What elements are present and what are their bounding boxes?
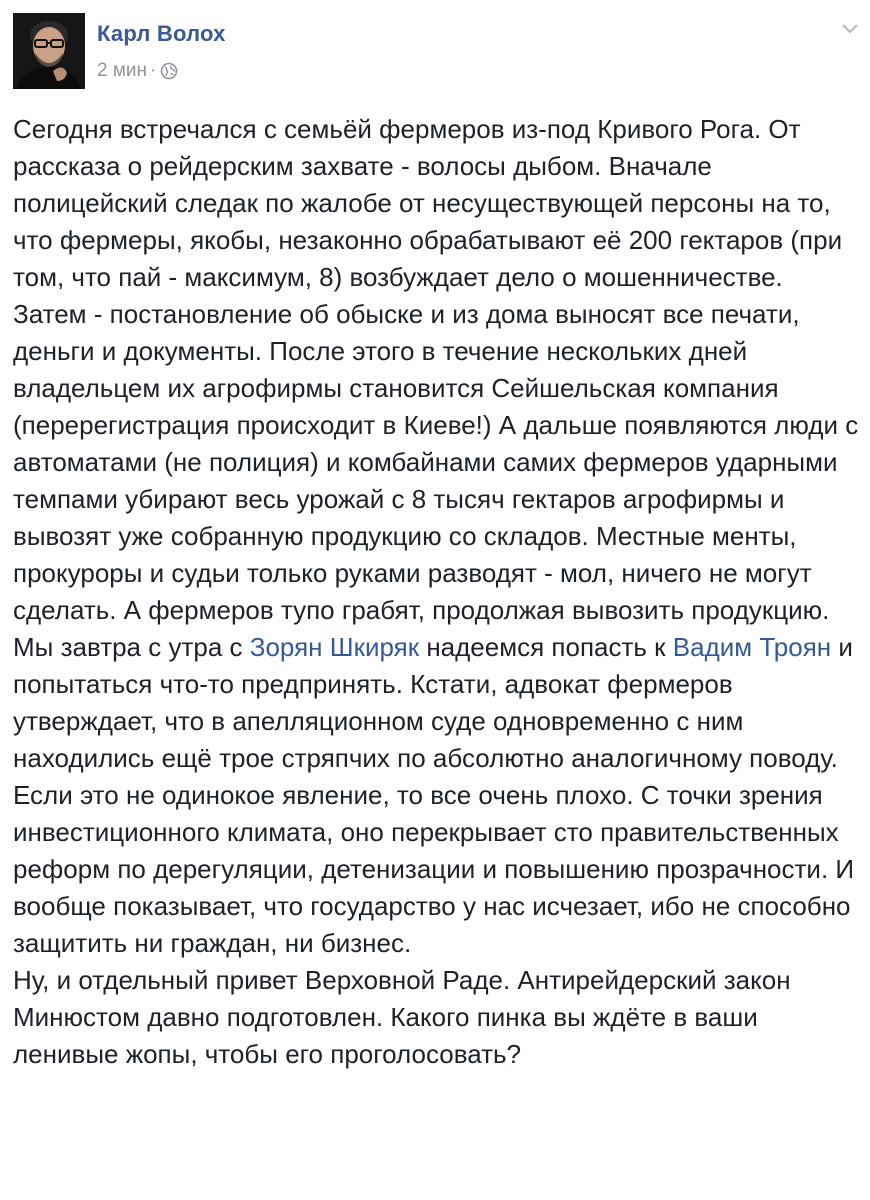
chevron-down-icon[interactable] <box>838 16 862 40</box>
avatar-photo <box>13 13 85 89</box>
post-paragraph-3: Ну, и отдельный привет Верховной Раде. Антирейдерский закон Минюстом давно подготовлен. Какого пинка вы ждёте в ваши ленивые жопы, чтобы его проголосовать? <box>13 965 791 1069</box>
paragraph-text: надеемся попасть к <box>419 632 673 662</box>
post-text <box>13 111 863 1073</box>
post-paragraph-1: Сегодня встречался с семьёй фермеров из-под Кривого Рога. От рассказа о рейдерским захвате - волосы дыбом. Вначале полицейский следак по жалобе от несуществующей персоны на то, что фермеры, якобы, незаконно обрабатывают её 200 гектаров (при том, что пай - максимум, 8) возбуждает дело о мошенничестве. Затем - постановление об обыске и из дома выносят все печати, деньги и документы. После этого в течение нескольких дней владельцем их агрофирмы становится Сейшельская компания (перерегистрация происходит в Киеве!) А дальше появляются люди с автоматами (не полиция) и комбайнами самих фермеров ударными темпами убирают весь урожай с 8 тысяч гектаров агрофирмы и вывозят уже собранную продукцию со складов. Местные менты, прокуроры и судьи только руками разводят - мол, ничего не могут сделать. А фермеров тупо грабят, продолжая вывозить продукцию. <box>13 114 859 625</box>
avatar[interactable] <box>13 13 85 89</box>
author-name[interactable]: Карл Волох <box>97 21 226 46</box>
post-meta <box>97 58 178 84</box>
meta-separator: · <box>150 60 157 81</box>
timestamp[interactable]: 2 мин <box>97 60 148 81</box>
globe-icon[interactable] <box>160 62 178 80</box>
paragraph-text: Мы завтра с утра с <box>13 632 250 662</box>
post-paragraph-2 <box>13 629 863 962</box>
mention-link-vadim-troyan[interactable]: Вадим Троян <box>672 632 832 662</box>
paragraph-text: и попытаться что-то предпринять. Кстати, адвокат фермеров утверждает, что в апелляционном суде одновременно с ним находились ещё трое стряпчих по абсолютно аналогичному поводу. Если это не одинокое явление, то все очень плохо. С точки зрения инвестиционного климата, оно перекрывает сто правительственных реформ по дерегуляции, детенизации и повышению прозрачности. И вообще показывает, что государство у нас исчезает, ибо не способно защитить ни граждан, ни бизнес. <box>13 632 855 958</box>
mention-link-zoryan-shkiryak[interactable]: Зорян Шкиряк <box>249 632 420 662</box>
